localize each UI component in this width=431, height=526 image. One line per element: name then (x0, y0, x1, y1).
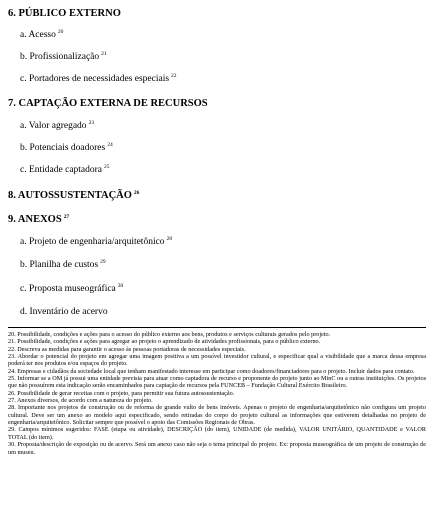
footnote-20: 20. Possibilidade, condições e ações para o acesso do público externo aos bens, produtos e serviços culturais gerados pelo projeto. (8, 331, 331, 338)
item-entidade-captadora: c. Entidade captadora $^{25}$ (20, 163, 110, 175)
footnote-29: 29. Campos mínimos sugeridos: FASE (etapa ou atividade), DESCRIÇÃO (do item), UNIDADE (de medida), VALOR UNITÁRIO, QUANTIDADE e VALOR TOTAL (do item). (8, 426, 426, 441)
footnote-24: 24. Empresas e cidadãos da sociedade local que tenham manifestado interesse em participar como doadores/financiadores para o projeto. Incluir dados para contato. (8, 367, 415, 375)
item-projeto-engenharia: a. Projeto de engenharia/arquitetônico $^{28}$ (20, 235, 173, 247)
footnote-30: 30. Proposta/descrição de exposição ou de acervo. Será um anexo caso não seja o tema principal do projeto. Ex: proposta museográfica de um projeto de construção de um museu. (8, 441, 426, 456)
item-planilha-custos: b. Planilha de custos $^{29}$ (20, 258, 106, 270)
section-heading-autossustentacao: 8. AUTOSSUSTENTAÇÃO $^{26}$ (8, 189, 140, 201)
footnote-ref: 30 (117, 282, 124, 289)
footnote-21: 21. Possibilidade, condições e ações para agregar ao projeto o aprendizado de atividades profissionais, para o público externo. (8, 338, 321, 346)
footnote-28: 28. Importante nos projetos de construção ou de reforma de grande vulto de bens imóveis. Apenas o projeto de engenharia/arquitetônico não configura um projeto cultural. Deve ser um anexo ao modelo aqui especificado, sendo retiradas do corpo do projeto cultural as informações que estiverem detalhadas no projeto de engenharia/arquitetônico. Solicitar sempre que possível o apoio das Comissões Regionais de Obras. (8, 404, 426, 427)
section-heading-publico-externo: 6. PÚBLICO EXTERNO (8, 8, 121, 19)
item-valor-agregado: a. Valor agregado $^{23}$ (20, 119, 95, 131)
footnote-ref: 22 (171, 72, 177, 79)
footnote-divider (8, 327, 426, 328)
section-heading-anexos: 9. ANEXOS $^{27}$ (8, 213, 70, 225)
footnote-27: 27. Anexos diversos, de acordo com a natureza do projeto. (8, 397, 153, 405)
item-portadores-necessidades: c. Portadores de necessidades especiais $^{22}$ (20, 72, 177, 84)
item-profissionalizacao: b. Profissionalização $^{21}$ (20, 50, 107, 62)
footnote-23: 23. Abordar o potencial do projeto em agregar uma imagem positiva a um possível investidor cultural, e especificar qual a visibilidade que a marca dessa empresa poderá ter nos produtos e/ou espaços do projeto. (8, 353, 426, 368)
footnotes (8, 331, 426, 456)
footnote-ref: 26 (133, 189, 140, 196)
item-proposta-museografica: c. Proposta museográfica $^{30}$ (20, 282, 124, 294)
footnote-ref: 27 (63, 213, 70, 220)
item-potenciais-doadores: b. Potenciais doadores $^{24}$ (20, 141, 113, 153)
footnote-ref: 28 (166, 235, 173, 242)
footnote-ref: 25 (104, 163, 110, 170)
item-inventario-acervo: d. Inventário de acervo (20, 307, 108, 317)
footnote-ref: 20 (57, 28, 64, 35)
footnote-26: 26. Possibilidade de gerar receitas com o projeto, para permitir sua futura autossustentação. (8, 389, 235, 397)
footnote-ref: 23 (88, 119, 95, 126)
footnote-25: 25. Informar se a OM já possui uma entidade prevista para atuar como captadora de recurso e proponente do projeto junto ao MinC ou a outras instituições. Os projetos que não possuírem esta indicação serão encaminhados para captação de recursos pela FUNCEB – Fundação Cultural Exército Brasileiro. (8, 375, 426, 390)
section-heading-captacao: 7. CAPTAÇÃO EXTERNA DE RECURSOS (8, 98, 208, 109)
footnote-ref: 21 (101, 50, 107, 57)
footnote-ref: 29 (100, 258, 106, 265)
footnote-ref: 24 (107, 141, 113, 148)
item-acesso: a. Acesso $^{20}$ (20, 28, 64, 40)
footnote-22: 22. Descreva as medidas para garantir o acesso às pessoas portadoras de necessidades especiais. (8, 345, 246, 353)
